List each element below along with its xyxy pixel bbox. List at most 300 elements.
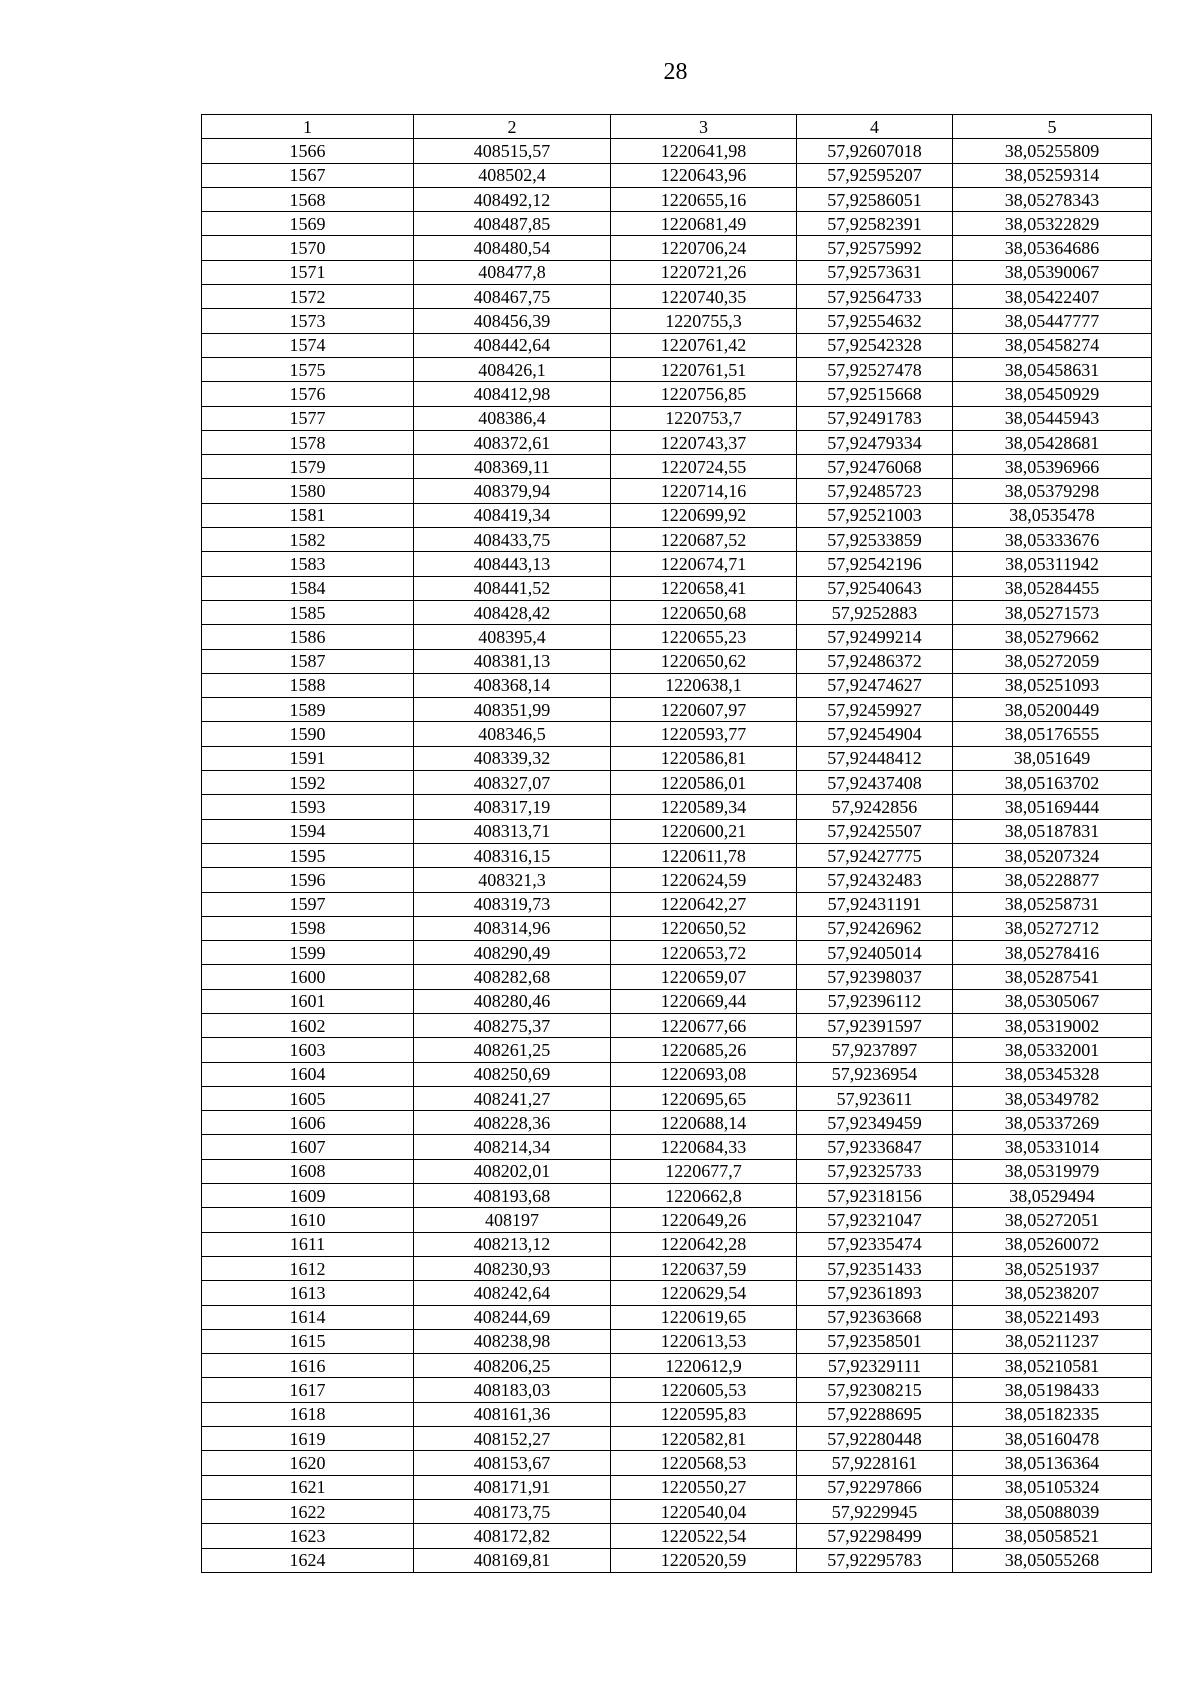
table-cell: 38,05349782 xyxy=(953,1086,1152,1110)
table-cell: 38,05331014 xyxy=(953,1135,1152,1159)
table-cell: 1595 xyxy=(202,843,414,867)
table-cell: 1605 xyxy=(202,1086,414,1110)
table-cell: 1220699,92 xyxy=(611,503,797,527)
table-row xyxy=(202,479,1152,503)
table-cell: 1220593,77 xyxy=(611,722,797,746)
table-cell: 408183,03 xyxy=(414,1378,611,1402)
table-cell: 1220761,51 xyxy=(611,357,797,381)
table-cell: 1569 xyxy=(202,212,414,236)
table-row xyxy=(202,187,1152,211)
table-cell: 408250,69 xyxy=(414,1062,611,1086)
table-cell: 1220662,8 xyxy=(611,1184,797,1208)
table-cell: 38,0535478 xyxy=(953,503,1152,527)
table-cell: 408477,8 xyxy=(414,260,611,284)
table-cell: 408290,49 xyxy=(414,941,611,965)
table-cell: 57,92321047 xyxy=(797,1208,953,1232)
table-cell: 38,05305067 xyxy=(953,989,1152,1013)
table-cell: 1220684,33 xyxy=(611,1135,797,1159)
table-cell: 1575 xyxy=(202,357,414,381)
table-cell: 1220677,66 xyxy=(611,1013,797,1037)
table-cell: 38,05272059 xyxy=(953,649,1152,673)
table-cell: 38,05200449 xyxy=(953,698,1152,722)
table-cell: 408433,75 xyxy=(414,528,611,552)
table-cell: 1220695,65 xyxy=(611,1086,797,1110)
table-cell: 408321,3 xyxy=(414,868,611,892)
table-cell: 408172,82 xyxy=(414,1524,611,1548)
table-cell: 1220650,62 xyxy=(611,649,797,673)
table-cell: 408230,93 xyxy=(414,1256,611,1280)
table-cell: 1220520,59 xyxy=(611,1548,797,1572)
table-cell: 1616 xyxy=(202,1354,414,1378)
table-row xyxy=(202,260,1152,284)
table-cell: 408395,4 xyxy=(414,625,611,649)
table-cell: 1614 xyxy=(202,1305,414,1329)
table-cell: 57,92586051 xyxy=(797,187,953,211)
table-cell: 1594 xyxy=(202,819,414,843)
table-cell: 57,92431191 xyxy=(797,892,953,916)
table-row xyxy=(202,965,1152,989)
table-cell: 57,92542328 xyxy=(797,333,953,357)
table-row xyxy=(202,1256,1152,1280)
table-cell: 1220653,72 xyxy=(611,941,797,965)
table-cell: 38,05182335 xyxy=(953,1402,1152,1426)
table-cell: 57,92295783 xyxy=(797,1548,953,1572)
table-cell: 408152,27 xyxy=(414,1427,611,1451)
table-cell: 408242,64 xyxy=(414,1281,611,1305)
table-row xyxy=(202,673,1152,697)
table-cell: 38,05332001 xyxy=(953,1038,1152,1062)
table-cell: 57,92288695 xyxy=(797,1402,953,1426)
table-cell: 57,92515668 xyxy=(797,382,953,406)
table-cell: 57,92398037 xyxy=(797,965,953,989)
table-cell: 1220612,9 xyxy=(611,1354,797,1378)
table-cell: 1571 xyxy=(202,260,414,284)
table-cell: 1220658,41 xyxy=(611,576,797,600)
table-cell: 408419,34 xyxy=(414,503,611,527)
table-cell: 57,92363668 xyxy=(797,1305,953,1329)
table-cell: 1220568,53 xyxy=(611,1451,797,1475)
table-cell: 38,05259314 xyxy=(953,163,1152,187)
table-cell: 57,92554632 xyxy=(797,309,953,333)
table-cell: 1220681,49 xyxy=(611,212,797,236)
table-cell: 408153,67 xyxy=(414,1451,611,1475)
table-cell: 57,92527478 xyxy=(797,357,953,381)
table-cell: 38,05379298 xyxy=(953,479,1152,503)
table-cell: 1220642,27 xyxy=(611,892,797,916)
table-cell: 1220674,71 xyxy=(611,552,797,576)
table-cell: 1582 xyxy=(202,528,414,552)
table-cell: 57,92426962 xyxy=(797,916,953,940)
table-cell: 38,05428681 xyxy=(953,430,1152,454)
table-cell: 57,92491783 xyxy=(797,406,953,430)
table-cell: 408515,57 xyxy=(414,139,611,163)
table-cell: 1570 xyxy=(202,236,414,260)
table-cell: 57,92533859 xyxy=(797,528,953,552)
table-row xyxy=(202,1062,1152,1086)
table-cell: 1220755,3 xyxy=(611,309,797,333)
table-cell: 1220649,26 xyxy=(611,1208,797,1232)
table-cell: 1576 xyxy=(202,382,414,406)
table-row xyxy=(202,333,1152,357)
table-cell: 38,05445943 xyxy=(953,406,1152,430)
table-cell: 1601 xyxy=(202,989,414,1013)
table-cell: 1220589,34 xyxy=(611,795,797,819)
table-cell: 1597 xyxy=(202,892,414,916)
table-cell: 1220650,52 xyxy=(611,916,797,940)
table-cell: 1220605,53 xyxy=(611,1378,797,1402)
table-cell: 38,05447777 xyxy=(953,309,1152,333)
table-cell: 57,92298499 xyxy=(797,1524,953,1548)
table-cell: 408282,68 xyxy=(414,965,611,989)
table-cell: 38,05272051 xyxy=(953,1208,1152,1232)
table-cell: 408368,14 xyxy=(414,673,611,697)
table-cell: 57,92454904 xyxy=(797,722,953,746)
table-cell: 57,92361893 xyxy=(797,1281,953,1305)
table-cell: 57,92405014 xyxy=(797,941,953,965)
table-cell: 1220687,52 xyxy=(611,528,797,552)
table-cell: 408314,96 xyxy=(414,916,611,940)
table-cell: 408244,69 xyxy=(414,1305,611,1329)
table-cell: 1580 xyxy=(202,479,414,503)
table-header-row xyxy=(202,115,1152,139)
table-cell: 408241,27 xyxy=(414,1086,611,1110)
table-cell: 57,92474627 xyxy=(797,673,953,697)
table-cell: 57,92564733 xyxy=(797,285,953,309)
table-cell: 1220586,01 xyxy=(611,771,797,795)
table-row xyxy=(202,1135,1152,1159)
table-cell: 38,05278416 xyxy=(953,941,1152,965)
table-cell: 1607 xyxy=(202,1135,414,1159)
table-cell: 408441,52 xyxy=(414,576,611,600)
table-cell: 408369,11 xyxy=(414,455,611,479)
table-cell: 38,05311942 xyxy=(953,552,1152,576)
table-cell: 38,05271573 xyxy=(953,600,1152,624)
table-row xyxy=(202,819,1152,843)
table-cell: 1622 xyxy=(202,1499,414,1523)
table-row xyxy=(202,1548,1152,1572)
table-cell: 408456,39 xyxy=(414,309,611,333)
table-cell: 38,05207324 xyxy=(953,843,1152,867)
table-cell: 1220611,78 xyxy=(611,843,797,867)
table-cell: 408381,13 xyxy=(414,649,611,673)
table-cell: 408206,25 xyxy=(414,1354,611,1378)
table-row xyxy=(202,552,1152,576)
table-row xyxy=(202,746,1152,770)
table-cell: 57,9242856 xyxy=(797,795,953,819)
table-cell: 57,92280448 xyxy=(797,1427,953,1451)
table-cell: 38,0529494 xyxy=(953,1184,1152,1208)
table-cell: 1588 xyxy=(202,673,414,697)
table-row xyxy=(202,212,1152,236)
table-cell: 408379,94 xyxy=(414,479,611,503)
table-cell: 57,92540643 xyxy=(797,576,953,600)
table-cell: 1220600,21 xyxy=(611,819,797,843)
table-cell: 408339,32 xyxy=(414,746,611,770)
table-cell: 1220693,08 xyxy=(611,1062,797,1086)
table-cell: 57,92329111 xyxy=(797,1354,953,1378)
table-cell: 57,92351433 xyxy=(797,1256,953,1280)
table-row xyxy=(202,1208,1152,1232)
table-row xyxy=(202,941,1152,965)
table-cell: 1220740,35 xyxy=(611,285,797,309)
table-cell: 1220655,23 xyxy=(611,625,797,649)
table-cell: 57,92335474 xyxy=(797,1232,953,1256)
coordinates-table xyxy=(201,114,1152,1573)
table-cell: 38,05458274 xyxy=(953,333,1152,357)
table-cell: 1220522,54 xyxy=(611,1524,797,1548)
table-cell: 1620 xyxy=(202,1451,414,1475)
table-cell: 57,92325733 xyxy=(797,1159,953,1183)
table-cell: 1220677,7 xyxy=(611,1159,797,1183)
table-cell: 1578 xyxy=(202,430,414,454)
table-row xyxy=(202,698,1152,722)
table-cell: 1220753,7 xyxy=(611,406,797,430)
table-cell: 38,05251093 xyxy=(953,673,1152,697)
table-row xyxy=(202,722,1152,746)
table-cell: 408492,12 xyxy=(414,187,611,211)
table-cell: 38,05272712 xyxy=(953,916,1152,940)
table-cell: 1220756,85 xyxy=(611,382,797,406)
table-cell: 1585 xyxy=(202,600,414,624)
table-cell: 57,92391597 xyxy=(797,1013,953,1037)
table-cell: 1598 xyxy=(202,916,414,940)
table-cell: 1603 xyxy=(202,1038,414,1062)
table-cell: 57,92542196 xyxy=(797,552,953,576)
table-cell: 1613 xyxy=(202,1281,414,1305)
table-cell: 57,92459927 xyxy=(797,698,953,722)
table-cell: 38,05333676 xyxy=(953,528,1152,552)
table-cell: 408197 xyxy=(414,1208,611,1232)
table-row xyxy=(202,868,1152,892)
table-cell: 408161,36 xyxy=(414,1402,611,1426)
table-row xyxy=(202,600,1152,624)
table-cell: 1220550,27 xyxy=(611,1475,797,1499)
table-row xyxy=(202,771,1152,795)
table-row xyxy=(202,528,1152,552)
table-cell: 57,92437408 xyxy=(797,771,953,795)
table-cell: 38,05221493 xyxy=(953,1305,1152,1329)
table-cell: 1220586,81 xyxy=(611,746,797,770)
table-row xyxy=(202,1305,1152,1329)
table-cell: 408351,99 xyxy=(414,698,611,722)
column-header: 3 xyxy=(611,115,797,139)
table-cell: 408327,07 xyxy=(414,771,611,795)
column-header: 5 xyxy=(953,115,1152,139)
table-cell: 38,05058521 xyxy=(953,1524,1152,1548)
table-cell: 38,05169444 xyxy=(953,795,1152,819)
table-cell: 38,05160478 xyxy=(953,1427,1152,1451)
table-cell: 1220655,16 xyxy=(611,187,797,211)
table-row xyxy=(202,357,1152,381)
table-cell: 38,05345328 xyxy=(953,1062,1152,1086)
table-cell: 408442,64 xyxy=(414,333,611,357)
column-header: 4 xyxy=(797,115,953,139)
column-header: 2 xyxy=(414,115,611,139)
table-cell: 1220613,53 xyxy=(611,1329,797,1353)
table-cell: 38,05238207 xyxy=(953,1281,1152,1305)
table-cell: 408386,4 xyxy=(414,406,611,430)
table-row xyxy=(202,1232,1152,1256)
table-cell: 1619 xyxy=(202,1427,414,1451)
table-cell: 408412,98 xyxy=(414,382,611,406)
table-cell: 408428,42 xyxy=(414,600,611,624)
table-cell: 408275,37 xyxy=(414,1013,611,1037)
table-cell: 408316,15 xyxy=(414,843,611,867)
table-row xyxy=(202,649,1152,673)
table-cell: 1568 xyxy=(202,187,414,211)
table-cell: 1220688,14 xyxy=(611,1111,797,1135)
table-cell: 408467,75 xyxy=(414,285,611,309)
table-cell: 408313,71 xyxy=(414,819,611,843)
table-row xyxy=(202,1086,1152,1110)
table-cell: 408193,68 xyxy=(414,1184,611,1208)
table-cell: 1220761,42 xyxy=(611,333,797,357)
table-cell: 38,05258731 xyxy=(953,892,1152,916)
table-cell: 57,92582391 xyxy=(797,212,953,236)
table-cell: 38,05163702 xyxy=(953,771,1152,795)
table-cell: 38,05319002 xyxy=(953,1013,1152,1037)
table-cell: 408171,91 xyxy=(414,1475,611,1499)
table-cell: 1220650,68 xyxy=(611,600,797,624)
table-cell: 1579 xyxy=(202,455,414,479)
table-cell: 57,9229945 xyxy=(797,1499,953,1523)
table-row xyxy=(202,455,1152,479)
table-cell: 38,05088039 xyxy=(953,1499,1152,1523)
page-number: 28 xyxy=(663,59,688,85)
table-cell: 38,05251937 xyxy=(953,1256,1152,1280)
table-cell: 1220685,26 xyxy=(611,1038,797,1062)
table-cell: 1220724,55 xyxy=(611,455,797,479)
table-cell: 1220624,59 xyxy=(611,868,797,892)
table-row xyxy=(202,795,1152,819)
table-cell: 1618 xyxy=(202,1402,414,1426)
table-cell: 1220714,16 xyxy=(611,479,797,503)
table-cell: 1220595,83 xyxy=(611,1402,797,1426)
table-cell: 57,92448412 xyxy=(797,746,953,770)
table-cell: 57,92486372 xyxy=(797,649,953,673)
table-cell: 1220721,26 xyxy=(611,260,797,284)
table-row xyxy=(202,382,1152,406)
table-cell: 1591 xyxy=(202,746,414,770)
table-row xyxy=(202,406,1152,430)
table-cell: 1599 xyxy=(202,941,414,965)
table-cell: 1574 xyxy=(202,333,414,357)
table-cell: 408502,4 xyxy=(414,163,611,187)
table-cell: 57,9236954 xyxy=(797,1062,953,1086)
table-row xyxy=(202,1329,1152,1353)
table-cell: 38,05176555 xyxy=(953,722,1152,746)
table-cell: 1220706,24 xyxy=(611,236,797,260)
table-cell: 38,05364686 xyxy=(953,236,1152,260)
table-cell: 57,9237897 xyxy=(797,1038,953,1062)
table-cell: 1589 xyxy=(202,698,414,722)
table-cell: 38,05422407 xyxy=(953,285,1152,309)
table-row xyxy=(202,1111,1152,1135)
table-row xyxy=(202,843,1152,867)
table-cell: 57,92499214 xyxy=(797,625,953,649)
table-cell: 38,05211237 xyxy=(953,1329,1152,1353)
table-row xyxy=(202,139,1152,163)
table-cell: 408317,19 xyxy=(414,795,611,819)
table-cell: 57,92318156 xyxy=(797,1184,953,1208)
table-cell: 57,92432483 xyxy=(797,868,953,892)
table-cell: 38,05337269 xyxy=(953,1111,1152,1135)
table-cell: 57,92479334 xyxy=(797,430,953,454)
table-cell: 1600 xyxy=(202,965,414,989)
table-cell: 1604 xyxy=(202,1062,414,1086)
table-cell: 38,05255809 xyxy=(953,139,1152,163)
table-cell: 38,05284455 xyxy=(953,576,1152,600)
table-cell: 408261,25 xyxy=(414,1038,611,1062)
table-cell: 57,923611 xyxy=(797,1086,953,1110)
table-row xyxy=(202,1427,1152,1451)
table-cell: 57,92425507 xyxy=(797,819,953,843)
table-row xyxy=(202,236,1152,260)
table-cell: 1623 xyxy=(202,1524,414,1548)
table-cell: 38,05279662 xyxy=(953,625,1152,649)
table-cell: 38,05287541 xyxy=(953,965,1152,989)
table-cell: 1584 xyxy=(202,576,414,600)
table-cell: 38,05210581 xyxy=(953,1354,1152,1378)
table-row xyxy=(202,430,1152,454)
table-cell: 408487,85 xyxy=(414,212,611,236)
table-cell: 1572 xyxy=(202,285,414,309)
table-row xyxy=(202,503,1152,527)
table-row xyxy=(202,1524,1152,1548)
table-cell: 408238,98 xyxy=(414,1329,611,1353)
table-row xyxy=(202,989,1152,1013)
table-cell: 57,92358501 xyxy=(797,1329,953,1353)
table-cell: 1567 xyxy=(202,163,414,187)
table-cell: 57,92349459 xyxy=(797,1111,953,1135)
table-cell: 1615 xyxy=(202,1329,414,1353)
table-cell: 408280,46 xyxy=(414,989,611,1013)
table-cell: 408319,73 xyxy=(414,892,611,916)
table-cell: 38,05198433 xyxy=(953,1378,1152,1402)
table-cell: 1220643,96 xyxy=(611,163,797,187)
table-body xyxy=(202,139,1152,1573)
table-cell: 1220540,04 xyxy=(611,1499,797,1523)
table-row xyxy=(202,163,1152,187)
table-cell: 1583 xyxy=(202,552,414,576)
table-cell: 1220607,97 xyxy=(611,698,797,722)
table-cell: 1611 xyxy=(202,1232,414,1256)
table-cell: 38,05187831 xyxy=(953,819,1152,843)
table-cell: 408173,75 xyxy=(414,1499,611,1523)
table-cell: 1220637,59 xyxy=(611,1256,797,1280)
table-cell: 38,051649 xyxy=(953,746,1152,770)
table-row xyxy=(202,892,1152,916)
table-cell: 1610 xyxy=(202,1208,414,1232)
table-row xyxy=(202,1159,1152,1183)
table-row xyxy=(202,1475,1152,1499)
table-row xyxy=(202,1378,1152,1402)
table-cell: 38,05105324 xyxy=(953,1475,1152,1499)
table-cell: 1220641,98 xyxy=(611,139,797,163)
table-cell: 1586 xyxy=(202,625,414,649)
table-row xyxy=(202,625,1152,649)
table-cell: 408214,34 xyxy=(414,1135,611,1159)
table-cell: 57,92595207 xyxy=(797,163,953,187)
table-cell: 38,05278343 xyxy=(953,187,1152,211)
table-row xyxy=(202,1184,1152,1208)
table-row xyxy=(202,1013,1152,1037)
table-cell: 1220743,37 xyxy=(611,430,797,454)
table-cell: 1220582,81 xyxy=(611,1427,797,1451)
table-cell: 1220638,1 xyxy=(611,673,797,697)
table-cell: 57,9252883 xyxy=(797,600,953,624)
table-cell: 1592 xyxy=(202,771,414,795)
